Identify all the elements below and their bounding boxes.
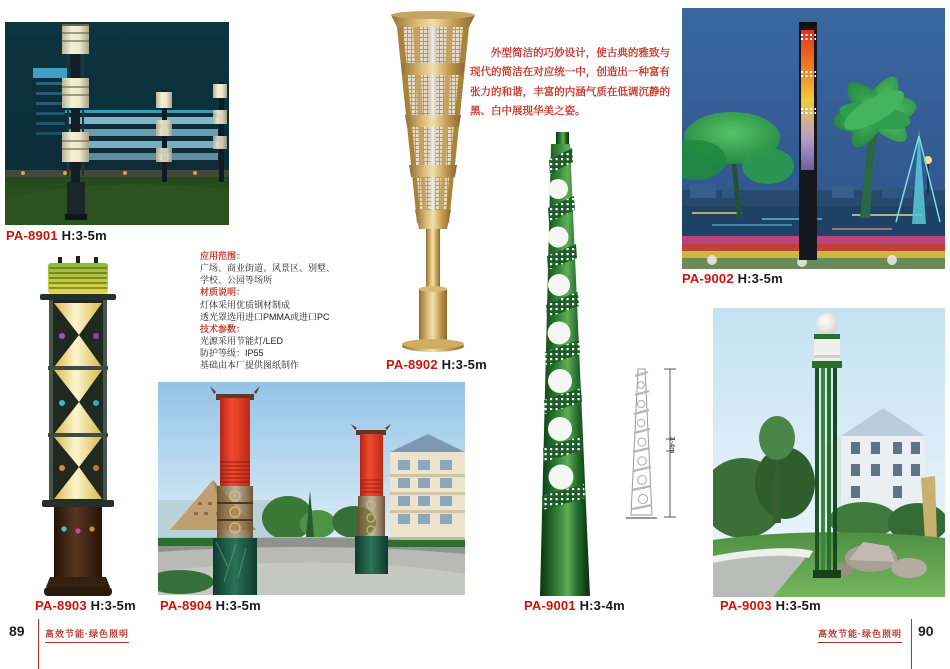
photo-pa8902 [383,5,483,354]
intro-paragraph: 外型简洁的巧妙设计，使古典的雅致与现代的简洁在对应统一中，创造出一种富有张力的和谐，丰富的内涵气质在低调沉静的黑、白中展现华美之姿。 [470,47,670,118]
spec-line: 光源采用节能灯/LED [200,335,284,346]
spec-line: 广场、商业街道、风景区、别墅、 [200,263,336,274]
spec-line: 学校、公园等场所 [200,275,273,286]
spec-block [200,250,360,371]
spec-line: 基础由本厂提供图纸制作 [200,360,300,371]
spec-application-title: 应用范围： [200,251,246,261]
product-height: H:3-5m [90,598,136,613]
spec-material-title: 材质说明： [200,287,246,298]
product-height: H:3-5m [215,598,261,613]
spec-line: 防护等级：IP55 [200,348,264,359]
spec-line: 透光罩选用进口PMMA或进口PC [200,311,330,322]
footer-slogan-left: 高效节能·绿色照明 [45,627,129,643]
product-code: PA-8901 [6,228,58,243]
spec-line: 灯体采用优质钢材制成 [200,299,291,310]
dimension-diagram [618,363,682,529]
green-pole-street-scene-image [713,308,945,597]
product-code: PA-8902 [386,357,438,372]
green-spiral-pole-render-image [516,132,616,599]
product-label-pa9003 [720,598,821,613]
footer-slogan-right: 高效节能·绿色照明 [818,627,902,643]
page-number-left: 89 [9,623,25,639]
rainbow-pole-night-scene-image [682,8,945,269]
product-height: H:3-5m [441,357,487,372]
photo-pa9002 [682,8,945,269]
product-height: H:3-4m [579,598,625,613]
product-label-pa8901 [6,228,107,243]
product-height: H:3-5m [61,228,107,243]
photo-pa8901 [5,22,229,225]
night-plaza-scene-image [5,22,229,225]
footer-divider-right [911,619,912,669]
product-code: PA-9003 [720,598,772,613]
rainbow-pole [799,22,817,260]
photo-pa8903 [16,255,142,599]
pole-outline-drawing [618,363,682,529]
product-label-pa8903 [35,598,136,613]
product-height: H:3-5m [737,271,783,286]
product-code: PA-8903 [35,598,87,613]
spec-params-title: 技术参数： [200,323,246,334]
glowing-column-lamp-render-image [16,255,142,599]
product-code: PA-8904 [160,598,212,613]
product-code: PA-9002 [682,271,734,286]
product-label-pa8902 [386,357,487,372]
footer-divider-left [38,619,39,669]
product-code: PA-9001 [524,598,576,613]
page-number-right: 90 [918,623,934,639]
dimension-text: 3-4m [668,436,677,454]
photo-pa9001 [516,132,616,599]
product-label-pa8904 [160,598,261,613]
red-columns-plaza-scene-image [158,382,465,595]
gold-lamp-render-image [383,5,483,354]
product-height: H:3-5m [775,598,821,613]
photo-pa8904 [158,382,465,595]
product-label-pa9002 [682,271,783,286]
photo-pa9003 [713,308,945,597]
product-label-pa9001 [524,598,625,613]
